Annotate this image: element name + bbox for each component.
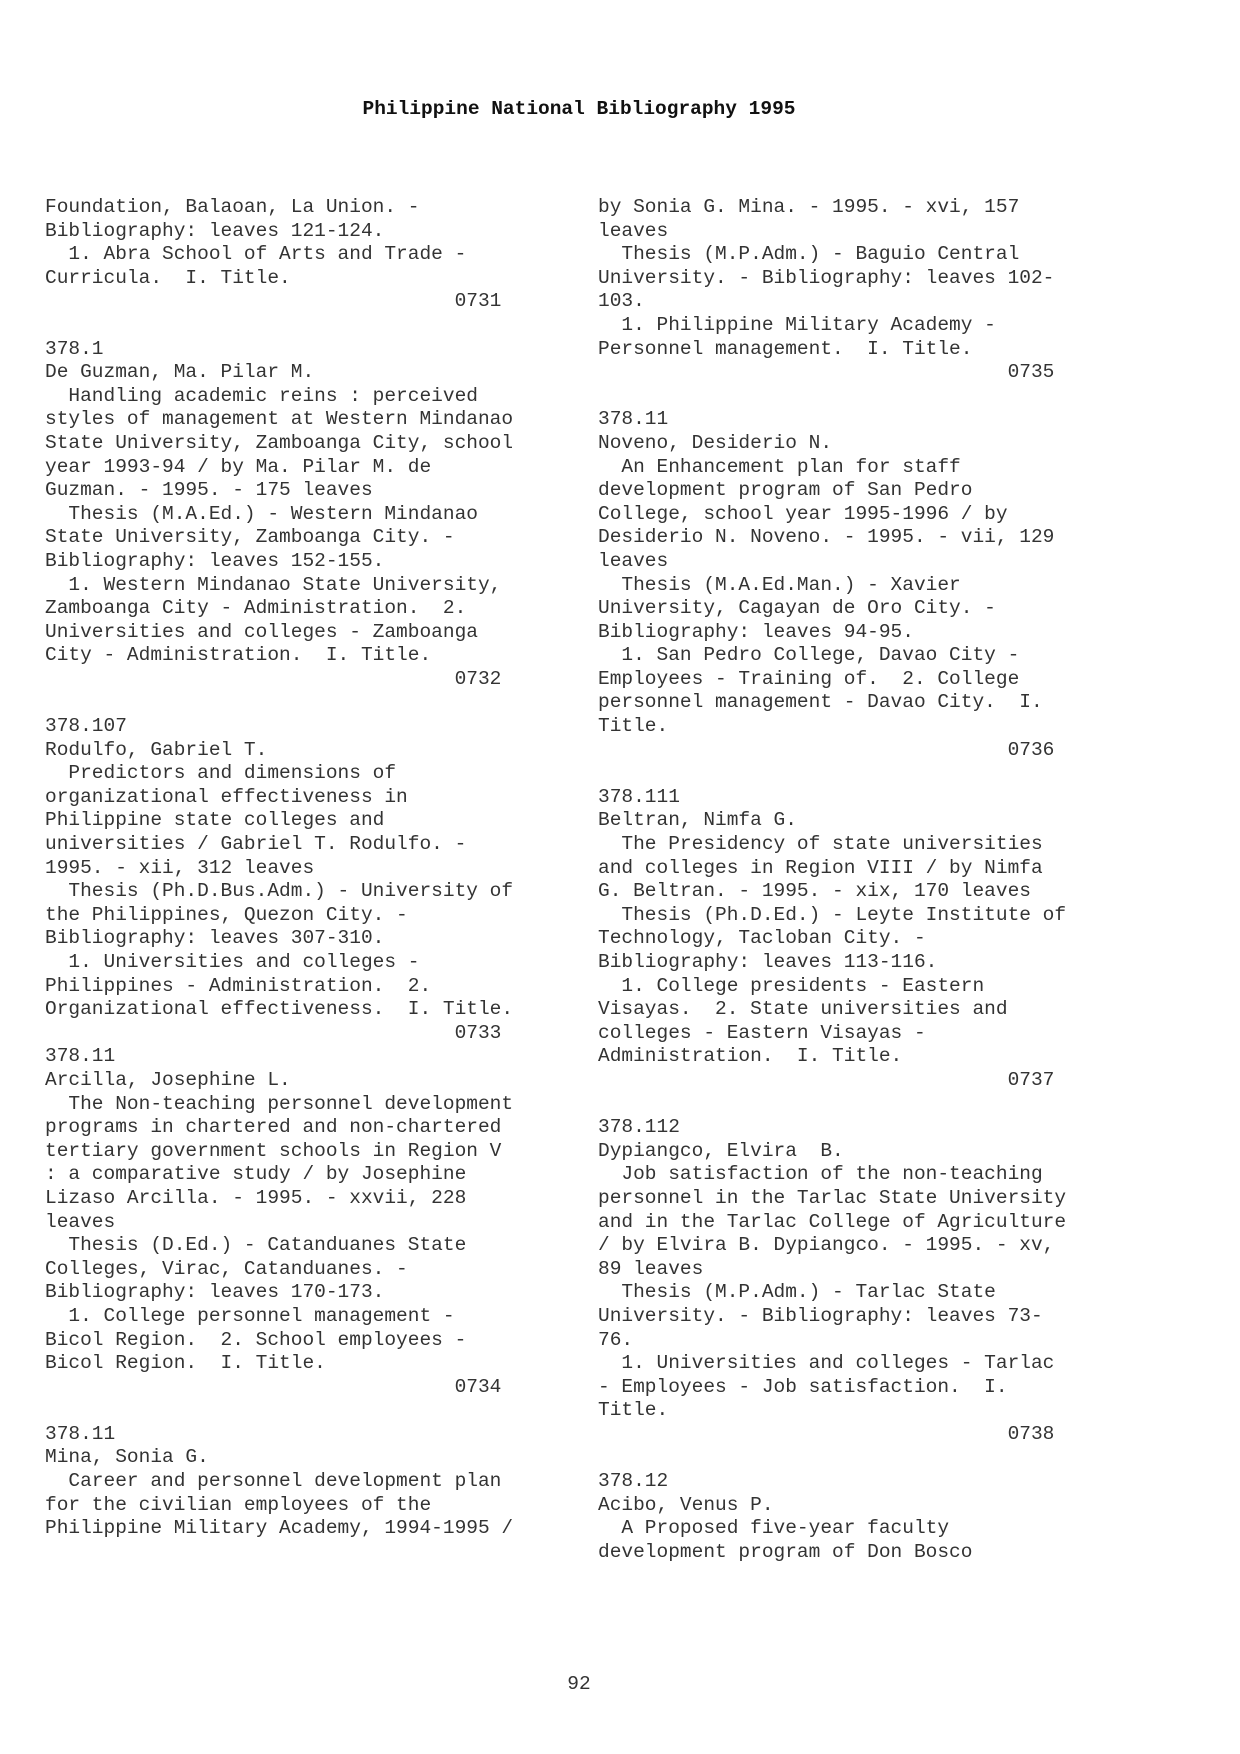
- text-line: Bicol Region. 2. School employees -: [45, 1328, 467, 1351]
- text-line: 1. Philippine Military Academy -: [598, 313, 996, 336]
- text-line: Thesis (Ph.D.Ed.) - Leyte Institute of: [598, 903, 1067, 926]
- text-line: Bibliography: leaves 152-155.: [45, 549, 385, 572]
- text-line: 0731: [45, 290, 502, 313]
- text-line: Predictors and dimensions of: [45, 762, 397, 785]
- text-line: 76.: [598, 1328, 634, 1351]
- text-line: 378.111: [598, 785, 680, 808]
- text-line: 0738: [598, 1422, 1055, 1445]
- text-line: development program of Don Bosco: [598, 1540, 973, 1563]
- text-line: leaves: [598, 549, 669, 572]
- text-line: : a comparative study / by Josephine: [45, 1163, 467, 1186]
- text-line: 378.1: [45, 337, 104, 360]
- text-line: 0734: [45, 1375, 502, 1398]
- text-line: [598, 762, 1108, 786]
- text-line: Thesis (D.Ed.) - Catanduanes State: [45, 1234, 467, 1257]
- text-line: University, Cagayan de Oro City. -: [598, 597, 996, 620]
- text-line: Bibliography: leaves 121-124.: [45, 219, 385, 242]
- text-line: 378.107: [45, 715, 127, 738]
- text-line: colleges - Eastern Visayas -: [598, 1021, 926, 1044]
- text-line: and colleges in Region VIII / by Nimfa: [598, 856, 1043, 879]
- text-line: Foundation, Balaoan, La Union. -: [45, 196, 420, 218]
- text-line: 378.112: [598, 1116, 680, 1139]
- text-line: State University, Zamboanga City. -: [45, 526, 455, 549]
- text-line: 378.11: [45, 1422, 116, 1445]
- text-line: Administration. I. Title.: [598, 1045, 903, 1068]
- text-line: [598, 1093, 1108, 1117]
- text-line: by Sonia G. Mina. - 1995. - xvi, 157: [598, 196, 1020, 218]
- text-line: universities / Gabriel T. Rodulfo. -: [45, 833, 467, 856]
- text-line: University. - Bibliography: leaves 102-: [598, 266, 1055, 289]
- text-line: 1. Western Mindanao State University,: [45, 573, 502, 596]
- text-line: personnel management - Davao City. I.: [598, 691, 1043, 714]
- text-line: Thesis (Ph.D.Bus.Adm.) - University of: [45, 880, 514, 903]
- text-line: - Employees - Job satisfaction. I.: [598, 1375, 1008, 1398]
- text-line: 1. Abra School of Arts and Trade -: [45, 243, 467, 266]
- text-line: 1. Universities and colleges - Tarlac: [598, 1352, 1055, 1375]
- text-line: Thesis (M.A.Ed.Man.) - Xavier: [598, 573, 961, 596]
- text-line: 1. College presidents - Eastern: [598, 974, 985, 997]
- text-line: A Proposed five-year faculty: [598, 1517, 950, 1540]
- text-line: 0735: [598, 361, 1055, 384]
- text-line: Mina, Sonia G.: [45, 1446, 209, 1469]
- text-line: tertiary government schools in Region V: [45, 1139, 502, 1162]
- text-line: styles of management at Western Mindanao: [45, 408, 514, 431]
- text-line: Philippine Military Academy, 1994-1995 /: [45, 1517, 514, 1540]
- text-line: Dypiangco, Elvira B.: [598, 1139, 844, 1162]
- text-line: Rodulfo, Gabriel T.: [45, 738, 268, 761]
- text-line: Colleges, Virac, Catanduanes. -: [45, 1257, 408, 1280]
- text-line: Noveno, Desiderio N.: [598, 431, 833, 454]
- text-line: [45, 314, 555, 338]
- text-line: 0736: [598, 738, 1055, 761]
- text-line: Title.: [598, 1399, 669, 1422]
- text-line: 378.11: [45, 1045, 116, 1068]
- text-line: Zamboanga City - Administration. 2.: [45, 597, 467, 620]
- text-line: Curricula. I. Title.: [45, 266, 291, 289]
- text-line: 378.12: [598, 1470, 669, 1493]
- text-line: Bibliography: leaves 94-95.: [598, 620, 914, 643]
- text-line: 103.: [598, 290, 645, 313]
- text-line: Lizaso Arcilla. - 1995. - xxvii, 228: [45, 1186, 467, 1209]
- text-line: 0737: [598, 1068, 1055, 1091]
- text-line: [598, 385, 1108, 409]
- text-line: Arcilla, Josephine L.: [45, 1068, 291, 1091]
- text-line: year 1993-94 / by Ma. Pilar M. de: [45, 455, 432, 478]
- text-line: City - Administration. I. Title.: [45, 644, 432, 667]
- text-line: Employees - Training of. 2. College: [598, 667, 1020, 690]
- text-line: [45, 691, 555, 715]
- text-line: Organizational effectiveness. I. Title.: [45, 998, 514, 1021]
- text-line: for the civilian employees of the: [45, 1493, 432, 1516]
- text-line: Job satisfaction of the non-teaching: [598, 1163, 1043, 1186]
- text-line: Philippines - Administration. 2.: [45, 974, 432, 997]
- left-column: [45, 196, 555, 1541]
- text-line: 89 leaves: [598, 1257, 704, 1280]
- text-line: organizational effectiveness in: [45, 785, 408, 808]
- text-line: De Guzman, Ma. Pilar M.: [45, 361, 315, 384]
- text-line: personnel in the Tarlac State University: [598, 1186, 1067, 1209]
- text-line: University. - Bibliography: leaves 73-: [598, 1304, 1043, 1327]
- text-line: Bibliography: leaves 307-310.: [45, 927, 385, 950]
- text-line: Visayas. 2. State universities and: [598, 998, 1008, 1021]
- text-line: 378.11: [598, 408, 669, 431]
- page-title: Philippine National Bibliography 1995: [362, 98, 796, 120]
- text-line: programs in chartered and non-chartered: [45, 1116, 502, 1139]
- text-line: G. Beltran. - 1995. - xix, 170 leaves: [598, 880, 1031, 903]
- text-line: Guzman. - 1995. - 175 leaves: [45, 479, 373, 502]
- text-line: State University, Zamboanga City, school: [45, 431, 514, 454]
- text-line: Thesis (M.P.Adm.) - Baguio Central: [598, 243, 1020, 266]
- text-line: Career and personnel development plan: [45, 1470, 502, 1493]
- text-line: Personnel management. I. Title.: [598, 337, 973, 360]
- text-line: Bibliography: leaves 170-173.: [45, 1281, 385, 1304]
- text-line: / by Elvira B. Dypiangco. - 1995. - xv,: [598, 1234, 1055, 1257]
- text-line: Beltran, Nimfa G.: [598, 809, 797, 832]
- text-line: and in the Tarlac College of Agriculture: [598, 1210, 1067, 1233]
- text-line: development program of San Pedro: [598, 479, 973, 502]
- text-line: 0732: [45, 667, 502, 690]
- text-line: leaves: [598, 219, 669, 242]
- page-number: 92: [567, 1673, 591, 1695]
- text-line: The Non-teaching personnel development: [45, 1092, 514, 1115]
- text-line: The Presidency of state universities: [598, 833, 1043, 856]
- right-column: [598, 196, 1108, 1564]
- text-line: Thesis (M.P.Adm.) - Tarlac State: [598, 1281, 996, 1304]
- text-line: Technology, Tacloban City. -: [598, 927, 926, 950]
- text-line: Handling academic reins : perceived: [45, 384, 478, 407]
- text-line: 1. San Pedro College, Davao City -: [598, 644, 1020, 667]
- text-line: Title.: [598, 715, 669, 738]
- text-line: [45, 1399, 555, 1423]
- text-line: 0733: [45, 1021, 502, 1044]
- text-line: College, school year 1995-1996 / by: [598, 502, 1008, 525]
- text-line: Bibliography: leaves 113-116.: [598, 951, 938, 973]
- text-line: Philippine state colleges and: [45, 809, 385, 832]
- text-line: Universities and colleges - Zamboanga: [45, 620, 478, 643]
- text-line: leaves: [45, 1210, 116, 1233]
- text-line: Desiderio N. Noveno. - 1995. - vii, 129: [598, 526, 1055, 549]
- text-line: [598, 1446, 1108, 1470]
- text-line: Bicol Region. I. Title.: [45, 1352, 326, 1375]
- text-line: 1. College personnel management -: [45, 1304, 455, 1327]
- text-line: An Enhancement plan for staff: [598, 455, 961, 478]
- text-line: Acibo, Venus P.: [598, 1493, 774, 1516]
- text-line: Thesis (M.A.Ed.) - Western Mindanao: [45, 502, 478, 525]
- text-line: 1. Universities and colleges -: [45, 951, 420, 973]
- text-line: the Philippines, Quezon City. -: [45, 903, 408, 926]
- text-line: 1995. - xii, 312 leaves: [45, 856, 315, 879]
